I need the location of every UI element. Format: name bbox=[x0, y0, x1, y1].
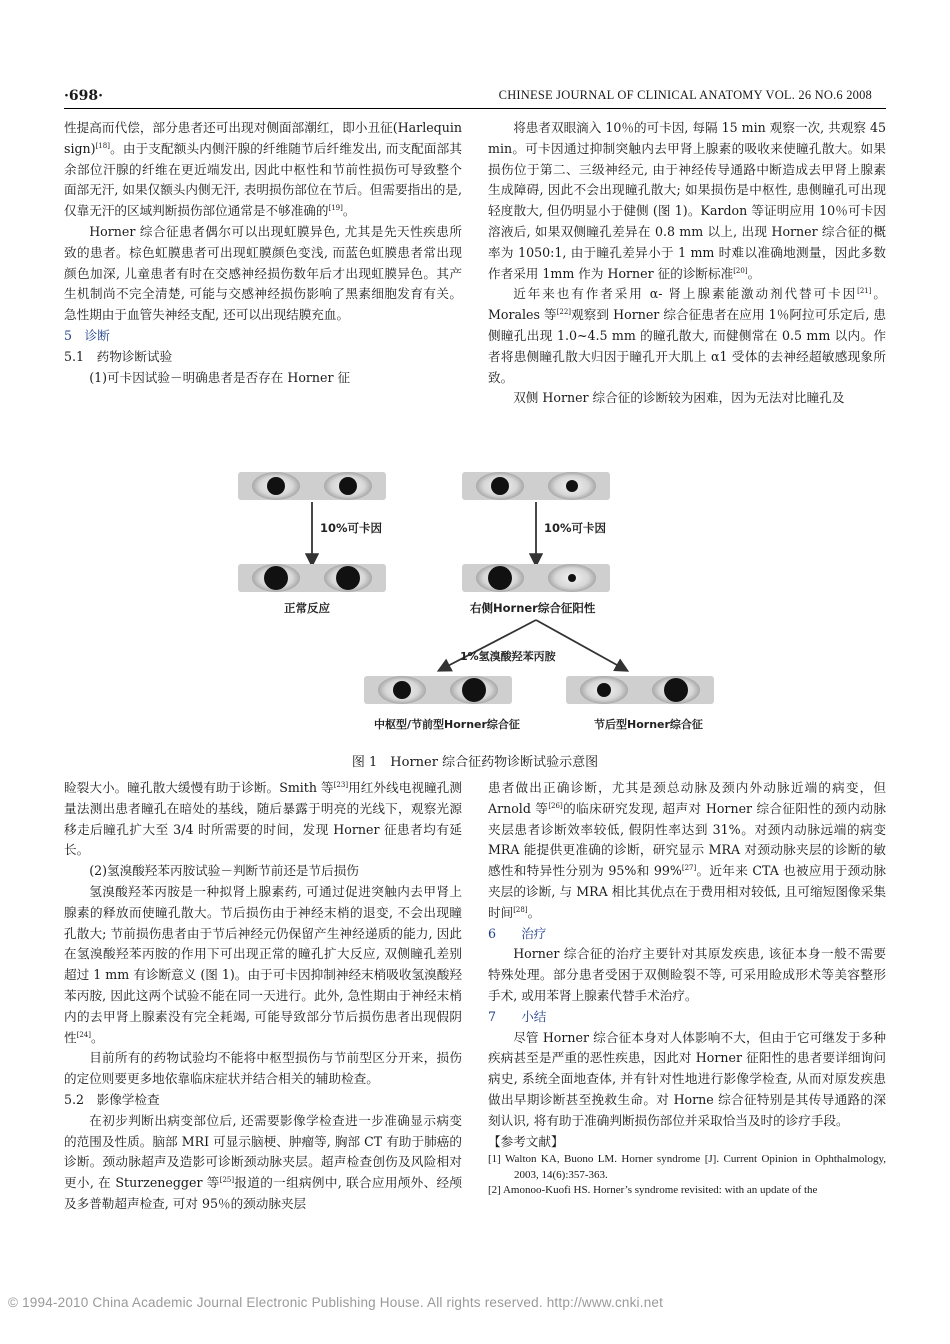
left-column-top bbox=[64, 118, 462, 388]
paragraph: 氢溴酸羟苯丙胺是一种拟肾上腺素药, 可通过促进突触内去甲肾上腺素的释放而使瞳孔散大。节后损伤由于神经末梢的退变, 不会出现瞳孔散大; 节前损伤患者由于节后神经元仍保留产生神经递质的能力, 因此在氢溴酸羟苯丙胺的作用下可出现正常的瞳孔扩大反应, 双侧瞳孔差别超过 1 mm 有诊断意义 (图 1)。由于可卡因抑制神经末梢吸收氢溴酸羟苯丙胺, 因此这两个试验不能在同一天进行。此外, 急性期由于神经末梢内的去甲肾上腺素没有完全耗竭, 可能导致部分节后损伤患者出现假阴性[24]。 bbox=[64, 883, 462, 1045]
section-heading-5-2: 5.2 影像学检查 bbox=[64, 1091, 160, 1107]
pupil bbox=[566, 480, 578, 492]
subheading-hydroxyamphetamine-test: (2)氢溴酸羟苯丙胺试验－判断节前还是节后损伤 bbox=[89, 863, 359, 879]
eye-pair-postganglionic bbox=[566, 676, 714, 704]
hydroxyamphetamine-label: 1%氢溴酸羟苯丙胺 bbox=[460, 650, 556, 663]
citation: [28] bbox=[513, 905, 528, 914]
paragraph: Horner 综合征患者偶尔可以出现虹膜异色, 尤其是先天性疾患所致的患者。棕色虹膜患者可出现虹膜颜色变浅, 而蓝色虹膜患者常出现颜色加深, 儿童患者有时在交感神经损伤数年后才出现虹膜异色。其产生机制尚不完全清楚, 可能与交感神经损伤影响了黑素细胞发育有关。急性期由于血管失神经支配, 还可以出现结膜充血。 bbox=[64, 223, 462, 323]
page-number: ·698· bbox=[64, 88, 103, 104]
paragraph: 将患者双眼滴入 10％的可卡因, 每隔 15 min 观察一次, 共观察 45 min。可卡因通过抑制突触内去甲肾上腺素的吸收来使瞳孔散大。如果损伤位于第二、三级神经元, 由于神经传导通路中断造成去甲肾上腺素生成障碍, 因此不会出现瞳孔散大; 如果损伤是中枢性, 患侧瞳孔可出现轻度散大, 但仍明显小于健侧 (图 1)。Kardon 等证明应用 10％可卡因溶液后, 如果双侧瞳孔差异在 0.8 mm 以上, 出现 Horner 综合征的概率为 1050:1, 由于瞳孔差异小于 1 mm 时难以准确地测量，因此多数作者采用 1mm 作为 Horner 征的诊断标准[20]。 bbox=[488, 120, 886, 281]
pupil bbox=[488, 566, 512, 590]
eye-pair-normal-response bbox=[238, 564, 386, 592]
eye-pair-top-left bbox=[238, 472, 386, 500]
eye-pair-top-right bbox=[462, 472, 610, 500]
pupil bbox=[491, 477, 509, 495]
eye-pair-central-preganglionic bbox=[364, 676, 512, 704]
citation: [26] bbox=[548, 801, 563, 810]
section-heading-5: 5 诊断 bbox=[64, 327, 110, 343]
citation: [20] bbox=[733, 266, 748, 275]
reference-item: [1] Walton KA, Buono LM. Horner syndrome [J]. Current Opinion in Ophthalmology, 2003, 14(6):357-363. bbox=[488, 1153, 886, 1181]
section-heading-7: 7 小结 bbox=[488, 1008, 547, 1024]
pupil bbox=[393, 681, 411, 699]
paragraph: 患者做出正确诊断，尤其是颈总动脉及颈内外动脉近端的病变，但 Arnold 等[26]的临床研究发现, 超声对 Horner 综合征阳性的颈内动脉夹层患者诊断效率较低, 假阴性率达到 31%。对颈内动脉远端的病变 MRA 能提供更准确的诊断，研究显示 MRA 对颈动脉夹层的诊断的敏感性和特异性分别为 95%和 99%[27]。近年来 CTA 也被应用于颈动脉夹层的诊断, 与 MRA 相比其优点在于费用相对较低, 且可缩短图像采集时间[28]。 bbox=[488, 780, 887, 920]
postganglionic-label: 节后型Horner综合征 bbox=[594, 718, 703, 731]
paragraph: Horner 综合征的治疗主要针对其原发疾患, 该征本身一般不需要特殊处理。部分患者受困于双侧睑裂不等, 可采用睑成形术等美容整形手术, 或用苯肾上腺素代替手术治疗。 bbox=[488, 946, 886, 1003]
citation: [27] bbox=[681, 864, 697, 872]
figure-1-diagram bbox=[226, 464, 726, 744]
eye-pair-right-horner bbox=[462, 564, 610, 592]
section-heading-5-1: 5.1 药物诊断试验 bbox=[64, 348, 173, 364]
reference-item: [2] Amonoo-Kuofi HS. Horner’s syndrome revisited: with an update of the bbox=[488, 1184, 818, 1197]
paragraph: 尽管 Horner 综合征本身对人体影响不大，但由于它可继发于多种疾病甚至是严重的恶性疾患，因此对 Horner 征阳性的患者要详细询问病史, 系统全面地查体, 并有针对性地进行影像学检查, 从而对原发疾患做出早期诊断甚至挽救生命。对 Horne 综合征特别是其传导通路的深刻认识, 将有助于准确判断损伤部位并采取恰当及时的诊疗手段。 bbox=[488, 1029, 886, 1128]
pupil bbox=[264, 566, 288, 590]
pharmacologic-test-diagram bbox=[226, 464, 726, 744]
subheading-cocaine-test: (1)可卡因试验－明确患者是否存在 Horner 征 bbox=[89, 369, 351, 385]
pupil bbox=[597, 683, 611, 697]
running-header bbox=[64, 86, 886, 109]
citation: [18] bbox=[95, 141, 110, 150]
paragraph: 性提高而代偿，部分患者还可出现对侧面部潮红，即小丑征(Harlequin sign)[18]。由于支配额头内侧汗腺的纤维随节后纤维发出, 而支配面部其余部位汗腺的纤维在更近端发出, 因此中枢性和节前性损伤可导致整个面部无汗, 如果仅额头内侧无汗, 表明损伤部位在节后。但需要指出的是, 仅靠无汗的区域判断损伤部位通常是不够准确的[19]。 bbox=[64, 120, 462, 219]
paragraph: 目前所有的药物试验均不能将中枢型损伤与节前型区分开来，损伤的定位则要更多地依靠临床症状并结合相关的辅助检查。 bbox=[64, 1050, 462, 1087]
copyright-footer: © 1994-2010 China Academic Journal Electronic Publishing House. All rights reserved. http://www.cnki.net bbox=[8, 1295, 664, 1310]
pupil bbox=[336, 566, 360, 590]
pupil bbox=[267, 477, 285, 495]
references-title: 【参考文献】 bbox=[488, 1133, 564, 1149]
figure-caption: 图 1 Horner 综合征药物诊断试验示意图 bbox=[351, 755, 599, 770]
citation: [21] bbox=[857, 287, 872, 296]
cocaine-label-left: 10%可卡因 bbox=[320, 521, 383, 535]
citation: [23] bbox=[333, 780, 349, 789]
paragraph: 双侧 Horner 综合征的诊断较为困难，因为无法对比瞳孔及 bbox=[513, 390, 845, 406]
citation: [24] bbox=[76, 1030, 91, 1039]
citation: [25] bbox=[219, 1175, 235, 1184]
section-heading-6: 6 治疗 bbox=[488, 925, 547, 941]
pupil bbox=[339, 477, 357, 495]
normal-response-label: 正常反应 bbox=[284, 601, 330, 615]
pupil bbox=[664, 678, 688, 702]
right-horner-label: 右侧Horner综合征阳性 bbox=[470, 601, 596, 615]
paragraph: 在初步判断出病变部位后, 还需要影像学检查进一步准确显示病变的范围及性质。脑部 MRI 可显示脑梗、肿瘤等, 胸部 CT 有助于肺癌的诊断。颈动脉超声及造影可诊断颈动脉夹层。超声检查创伤及风险相对更小, 在 Sturzenegger 等[25]报道的一组病例中, 联合应用颅外、经颅及多普勒超声检查, 可对 95％的颈动脉夹层 bbox=[64, 1112, 462, 1211]
paragraph: 近年来也有作者采用 α- 肾上腺素能激动剂代替可卡因[21]。Morales 等[22]观察到 Horner 综合征患者在应用 1％阿拉可乐定后, 患侧瞳孔出现 1.0~4.5 mm 的瞳孔散大, 而健侧常在 0.5 mm 以内。作者将患侧瞳孔散大归因于瞳孔开大肌上 α1 受体的去神经超敏感现象所致。 bbox=[488, 286, 886, 385]
cocaine-label-right: 10%可卡因 bbox=[544, 521, 607, 535]
right-column-bottom bbox=[488, 778, 886, 1199]
citation: [19] bbox=[328, 204, 343, 212]
paragraph: 睑裂大小。瞳孔散大缓慢有助于诊断。Smith 等[23]用红外线电视瞳孔测量法测出患者瞳孔在暗处的基线，随后暴露于明亮的光线下，观察光源移走后瞳孔扩大至 3/4 时所需要的时间，发现 Horner 征患者均有延长。 bbox=[64, 780, 463, 858]
pupil bbox=[568, 574, 576, 582]
journal-title: CHINESE JOURNAL OF CLINICAL ANATOMY VOL. 26 NO.6 2008 bbox=[498, 88, 872, 102]
right-column-top bbox=[488, 118, 886, 409]
pupil bbox=[462, 678, 486, 702]
citation: [22] bbox=[556, 307, 572, 316]
central-preganglionic-label: 中枢型/节前型Horner综合征 bbox=[374, 718, 520, 731]
left-column-bottom bbox=[64, 778, 462, 1215]
